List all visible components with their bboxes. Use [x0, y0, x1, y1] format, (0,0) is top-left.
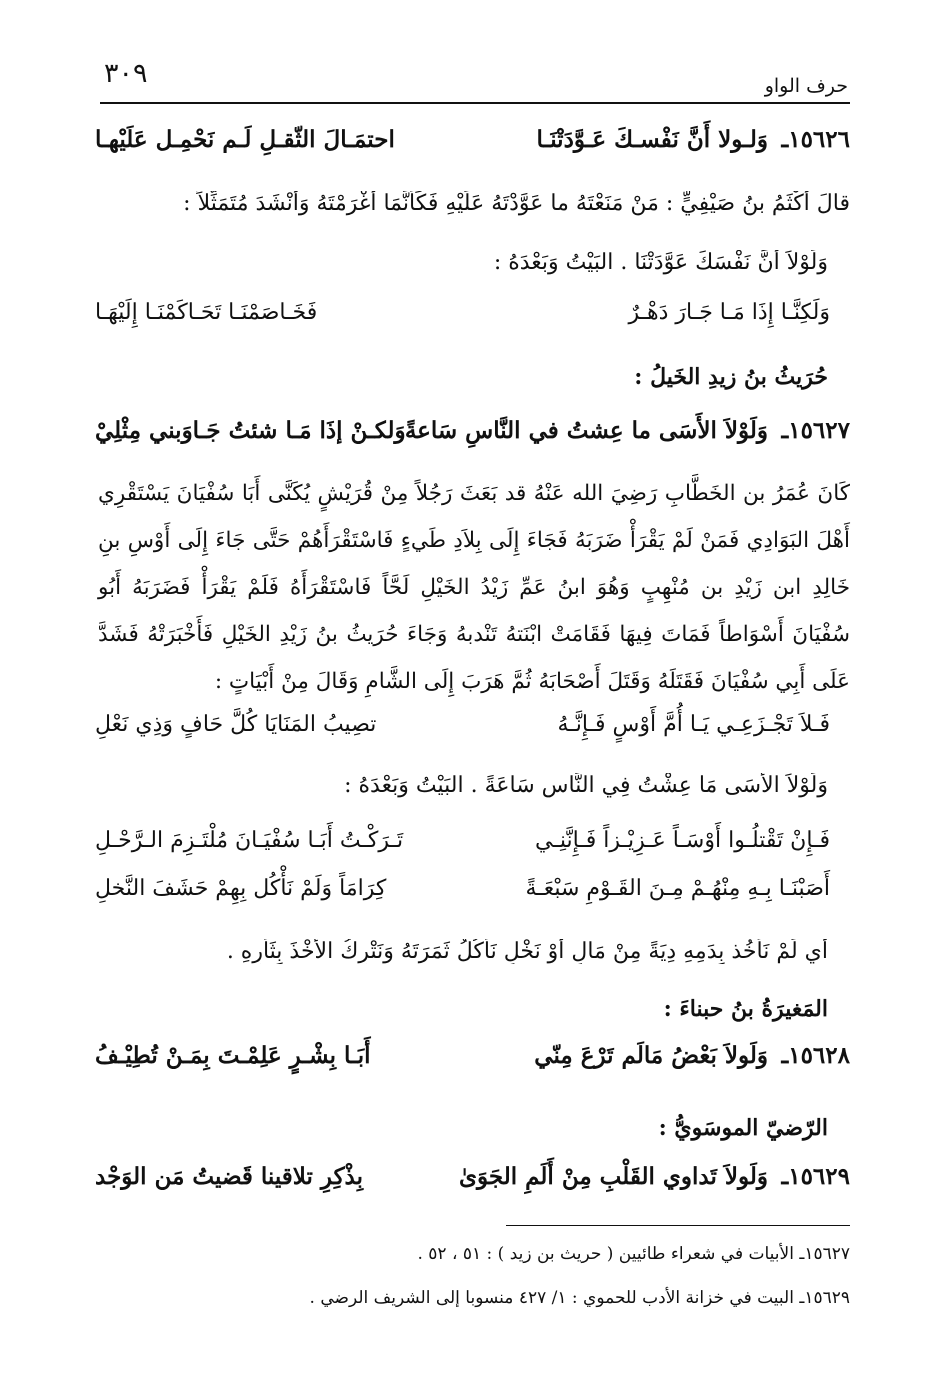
footnote: ١٥٦٢٩ـ البيت في خزانة الأدب للحموي : ١/ ٤٢٧ منسوبا إلى الشريف الرضي . — [309, 1288, 850, 1308]
commentary-line: قالَ أَكْثَمُ بنُ صَيْفِيٍّ : مَنْ مَنَعْتَهُ ما عَوَّدْتَهُ عَلَيْهِ فَكَأَنَّمَا أَغْرَمْتَهُ وَأَنْشَدَ مُتَمَثِّلاً : — [183, 191, 850, 216]
verse-15627 — [95, 417, 850, 463]
verse-15628 — [95, 1042, 850, 1088]
verse-number: ١٥٦٢٨ـ — [781, 1042, 850, 1069]
verse-hemistich-first: وَلَوْلاَ الأَسَى ما عِشتُ في النَّاسِ سَاعةً — [404, 417, 768, 444]
verse-quoted — [95, 712, 830, 758]
commentary-line: وَلَوْلاَ أَنَّ نَفْسَكَ عَوَّدَتْنَا . البَيْتُ وَبَعْدَهُ : — [493, 250, 828, 275]
verse-hemistich-first: فَـلاَ تَجْـزَعِـي يَـا أُمَّ أَوْسٍ فَـإِنَّـهُ — [557, 712, 830, 737]
verse-number: ١٥٦٢٩ـ — [781, 1163, 850, 1190]
verse-15626 — [95, 126, 850, 172]
verse-hemistich-second: تَـرَكْـتُ أَبَـا سُفْيَـانَ مُلْتَـزِمَ الـرَّحْـلِ — [95, 828, 404, 853]
commentary-line: وَلَوْلاَ الأَسَى مَا عِشْتُ فِي النَّاسِ سَاعَةً . البَيْتُ وَبَعْدَهُ : — [344, 773, 828, 798]
verse-hemistich-second: تصِيبُ المَنَايَا كُلَّ حَافٍ وَذِي نَعْلِ — [95, 712, 377, 737]
verse-hemistich-first: وَلَكِنَّـا إِذَا مَـا جَـارَ دَهْـرٌ — [628, 300, 830, 325]
verse-continuation — [95, 300, 830, 346]
verse-hemistich-first: وَلَولاَ تَداوي القَلْبِ مِنْ أَلَمِ الجَوَىٰ — [458, 1163, 768, 1190]
footnote-rule — [506, 1225, 850, 1226]
verse-hemistich-second: كِرَامَاً وَلَمْ نَأْكُل بِهِمْ حَشَفَ النَّخلِ — [95, 876, 387, 901]
verse-hemistich-second: احتمَـالَ الثّقـلِ لَـم نَحْمِـل عَلَيْهـا — [95, 126, 395, 153]
verse-hemistich-second: أَبَـا بِشْـرٍ عَلِمْـتَ بِمَـنْ تُطِيْـفُ — [95, 1042, 371, 1069]
verse-hemistich-first: وَلَولاَ بَعْضُ مَالَم تَرْعَ مِنّي — [534, 1042, 768, 1069]
commentary-line: أي لَمْ نَأْخُذ بِدَمِهِ دِيَةً مِنْ مَالٍ أَوْ نَخْلٍ نَأْكُلُ ثَمَرَتَهُ وَنَتْرِكُ الأَخْذَ بِثَأْرِهِ . — [226, 939, 828, 964]
poet-name: المَغيرَةُ بنُ حبناءَ : — [663, 996, 828, 1022]
running-title: حرف الواو — [764, 75, 848, 97]
verse-quoted — [95, 828, 830, 874]
verse-hemistich-second: بِذْكِرِ تلاقينا قَضيتُ مَن الوَجْد — [95, 1163, 364, 1190]
poet-name: حُرَيثُ بنُ زيدِ الخَيلُ : — [634, 364, 828, 390]
verse-hemistich-second: وَلكـنْ إذَا مَـا شئتُ جَـاوَبني مِثْلِيْ — [95, 417, 406, 444]
header-rule — [100, 102, 850, 104]
footnote: ١٥٦٢٧ـ الأبيات في شعراء طائيين ( حريث بن زيد ) : ٥١ ، ٥٢ . — [417, 1244, 850, 1264]
verse-hemistich-first: أَصَبْنَـا بِـهِ مِنْهُـمْ مِـنَ القَـوْمِ سَبْعَـةً — [525, 876, 830, 901]
commentary-paragraph: كَانَ عُمَرُ بن الخَطَّابِ رَضِيَ الله عَنْهُ قد بَعَثَ رَجُلاً مِنْ قُرَيْشٍ يُكَنَّى أَبَا سُفْيَانَ يَسْتَقْرِي أَهْلَ البَوَادِي فَمَنْ لَمْ يَقْرَأْ ضَرَبَهُ فَجَاءَ إِلَى بِلاَدِ طَيءٍ فَاسْتَقْرَأَهُمْ حَتَّى جَاءَ إِلَى أَوْسِ بنِ خَالِدِ ابن زَيْدِ بن مُنْهِبٍ وَهُوَ ابنُ عَمِّ زَيْدُ الخَيْلِ لَحَّاً فَاسْتَقْرَأَهُ فَلَمْ يَقْرَأْ فَضَرَبَهُ أَبُو سُفْيَانَ أَسْوَاطاً فَمَاتَ فِيهَا فَقَامَتْ ابْنَتهُ تَنْدبهُ وَجَاءَ حُرَيثُ بنُ زَيْدِ الخَيْلِ فَأَخْبَرَتْهُ فَشَدَّ عَلَى أَبِي سُفْيَانَ فَقَتَلَهُ وَقَتَلَ أَصْحَابَهُ ثُمَّ هَرَبَ إِلَى الشَّامِ وَقَالَ مِنْ أَبْيَاتٍ : — [98, 481, 850, 694]
verse-quoted — [95, 876, 830, 922]
verse-15629 — [95, 1163, 850, 1209]
page-number: ٣٠٩ — [104, 58, 148, 89]
verse-number: ١٥٦٢٦ـ — [781, 126, 850, 153]
verse-hemistich-second: فَخَـاصَمْنَـا تَحَـاكَمْنَـا إِلَيْهَـا — [95, 300, 318, 325]
verse-hemistich-first: فَـإِنْ تَقْتلُـوا أَوْسَـاً عَـزِيْـزاً فَـإِنَّنِـي — [535, 828, 830, 853]
verse-number: ١٥٦٢٧ـ — [781, 417, 850, 444]
poet-name: الرّضيّ الموسَويُّ : — [658, 1115, 828, 1141]
verse-hemistich-first: وَلـولا أَنَّ نَفْسـكَ عَـوَّدَتْنَـا — [536, 126, 768, 153]
